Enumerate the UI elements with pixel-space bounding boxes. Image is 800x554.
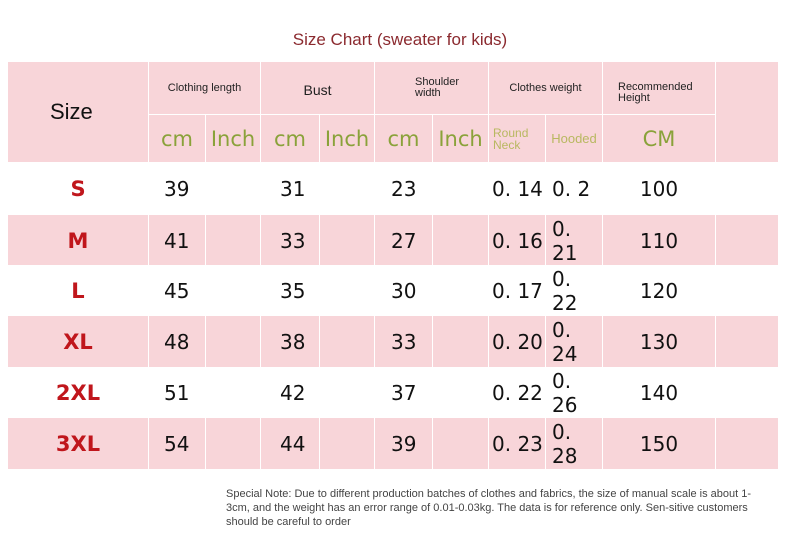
shoulder-inch-value — [433, 316, 488, 367]
height-value — [603, 265, 715, 316]
shoulder-cm-value — [375, 316, 432, 367]
length-cm-value-text: 51 — [164, 380, 190, 405]
length-cm-value — [149, 418, 205, 469]
bust-inch-value — [320, 316, 374, 367]
size-label — [8, 215, 148, 266]
size-label — [8, 316, 148, 367]
bust-inch-value — [320, 215, 374, 266]
shoulder-cm-unit: cm — [375, 115, 432, 162]
row-filler — [716, 316, 778, 367]
row-filler — [716, 163, 778, 214]
hooded-weight — [546, 215, 602, 266]
length-inch-value — [206, 418, 260, 469]
length-inch-unit: Inch — [206, 115, 260, 162]
shoulder-cm-value — [375, 163, 432, 214]
height-value — [603, 215, 715, 266]
header-filler — [716, 62, 778, 162]
round-neck-weight — [489, 215, 545, 266]
shoulder-cm-value-text: 27 — [391, 228, 417, 253]
row-filler — [716, 265, 778, 316]
bust-inch-value — [320, 265, 374, 316]
clothes-weight-header: Clothes weight — [489, 62, 602, 114]
clothing-length-header: Clothing length — [149, 62, 260, 114]
bust-cm-value-text: 38 — [280, 329, 306, 354]
length-cm-value-text: 41 — [164, 228, 190, 253]
size-header-cell — [8, 62, 148, 162]
length-cm-value — [149, 367, 205, 418]
shoulder-cm-value-text: 30 — [391, 278, 417, 303]
shoulder-cm-value-text: 39 — [391, 431, 417, 456]
shoulder-cm-value-text: 33 — [391, 329, 417, 354]
bust-cm-value — [261, 215, 319, 266]
height-value-text: 150 — [639, 431, 679, 456]
round-neck-weight — [489, 418, 545, 469]
row-filler — [716, 367, 778, 418]
size-label-text: L — [71, 278, 85, 303]
length-inch-value — [206, 215, 260, 266]
length-inch-value — [206, 367, 260, 418]
shoulder-inch-value — [433, 215, 488, 266]
height-cm-unit: CM — [603, 115, 715, 162]
shoulder-cm-value — [375, 367, 432, 418]
bust-header: Bust — [261, 62, 374, 114]
shoulder-cm-value — [375, 215, 432, 266]
size-label — [8, 367, 148, 418]
length-cm-value — [149, 265, 205, 316]
round-neck-weight-text: 0. 14 — [492, 176, 543, 201]
hooded-weight-text: 0. 24 — [552, 317, 578, 366]
hooded-weight-text: 0. 22 — [552, 266, 578, 315]
length-cm-value-text: 48 — [164, 329, 190, 354]
height-value-text: 100 — [639, 176, 679, 201]
length-cm-value-text: 54 — [164, 431, 190, 456]
length-cm-value — [149, 215, 205, 266]
bust-cm-value — [261, 316, 319, 367]
hooded-weight — [546, 265, 602, 316]
round-neck-weight — [489, 265, 545, 316]
round-neck-weight — [489, 163, 545, 214]
length-inch-value — [206, 265, 260, 316]
size-label-text: 2XL — [55, 380, 101, 405]
shoulder-inch-value — [433, 367, 488, 418]
round-neck-weight — [489, 367, 545, 418]
bust-inch-unit: Inch — [320, 115, 374, 162]
bust-cm-value-text: 35 — [280, 278, 306, 303]
shoulder-cm-value-text: 23 — [391, 176, 417, 201]
shoulder-width-header: Shoulder width — [375, 62, 488, 114]
shoulder-inch-unit: Inch — [433, 115, 488, 162]
hooded-weight-text: 0. 28 — [552, 419, 578, 468]
round-neck-weight-text: 0. 17 — [492, 278, 543, 303]
bust-inch-value — [320, 163, 374, 214]
length-cm-value-text: 45 — [164, 278, 190, 303]
bust-cm-value — [261, 265, 319, 316]
bust-cm-value — [261, 163, 319, 214]
size-label — [8, 418, 148, 469]
height-value — [603, 316, 715, 367]
bust-cm-value-text: 42 — [280, 380, 306, 405]
height-value — [603, 418, 715, 469]
shoulder-inch-value — [433, 163, 488, 214]
length-cm-unit: cm — [149, 115, 205, 162]
shoulder-inch-value — [433, 418, 488, 469]
length-cm-value — [149, 316, 205, 367]
shoulder-cm-value — [375, 265, 432, 316]
height-value-text: 140 — [639, 380, 679, 405]
length-inch-value — [206, 316, 260, 367]
bust-cm-value — [261, 418, 319, 469]
hooded-weight-text: 0. 26 — [552, 368, 578, 417]
bust-cm-value — [261, 367, 319, 418]
length-cm-value — [149, 163, 205, 214]
hooded-weight — [546, 418, 602, 469]
hooded-weight-text: 0. 2 — [552, 176, 591, 201]
round-neck-weight-text: 0. 20 — [492, 329, 543, 354]
height-value-text: 130 — [639, 329, 679, 354]
shoulder-inch-value — [433, 265, 488, 316]
bust-cm-value-text: 44 — [280, 431, 306, 456]
recommended-height-header: Recommended Height — [603, 62, 715, 114]
size-label-text: S — [70, 176, 86, 201]
shoulder-cm-value-text: 37 — [391, 380, 417, 405]
height-value-text: 110 — [639, 228, 679, 253]
length-inch-value — [206, 163, 260, 214]
bust-inch-value — [320, 418, 374, 469]
round-neck-subheader: Round Neck — [489, 115, 545, 162]
length-cm-value-text: 39 — [164, 176, 190, 201]
size-label-text: XL — [63, 329, 93, 354]
round-neck-weight-text: 0. 22 — [492, 380, 543, 405]
size-label-text: M — [67, 228, 89, 253]
round-neck-weight — [489, 316, 545, 367]
size-header: Size — [50, 99, 93, 124]
size-label — [8, 265, 148, 316]
height-value — [603, 367, 715, 418]
round-neck-weight-text: 0. 23 — [492, 431, 543, 456]
chart-title: Size Chart (sweater for kids) — [292, 30, 508, 49]
shoulder-cm-value — [375, 418, 432, 469]
bust-cm-unit: cm — [261, 115, 319, 162]
size-chart-table — [8, 62, 778, 470]
height-value — [603, 163, 715, 214]
hooded-weight — [546, 367, 602, 418]
row-filler — [716, 215, 778, 266]
hooded-weight — [546, 316, 602, 367]
bust-cm-value-text: 31 — [280, 176, 306, 201]
hooded-weight-text: 0. 21 — [552, 216, 578, 265]
special-note: Special Note: Due to different production batches of clothes and fabrics, the size of manual scale is about 1-3cm, and the weight has an error range of 0.01-0.03kg. The data is for reference only. Sen-sitive customers should be careful to order — [226, 488, 752, 528]
hooded-subheader: Hooded — [546, 115, 602, 162]
hooded-weight — [546, 163, 602, 214]
round-neck-weight-text: 0. 16 — [492, 228, 543, 253]
size-label — [8, 163, 148, 214]
bust-inch-value — [320, 367, 374, 418]
height-value-text: 120 — [639, 278, 679, 303]
bust-cm-value-text: 33 — [280, 228, 306, 253]
row-filler — [716, 418, 778, 469]
size-label-text: 3XL — [55, 431, 101, 456]
